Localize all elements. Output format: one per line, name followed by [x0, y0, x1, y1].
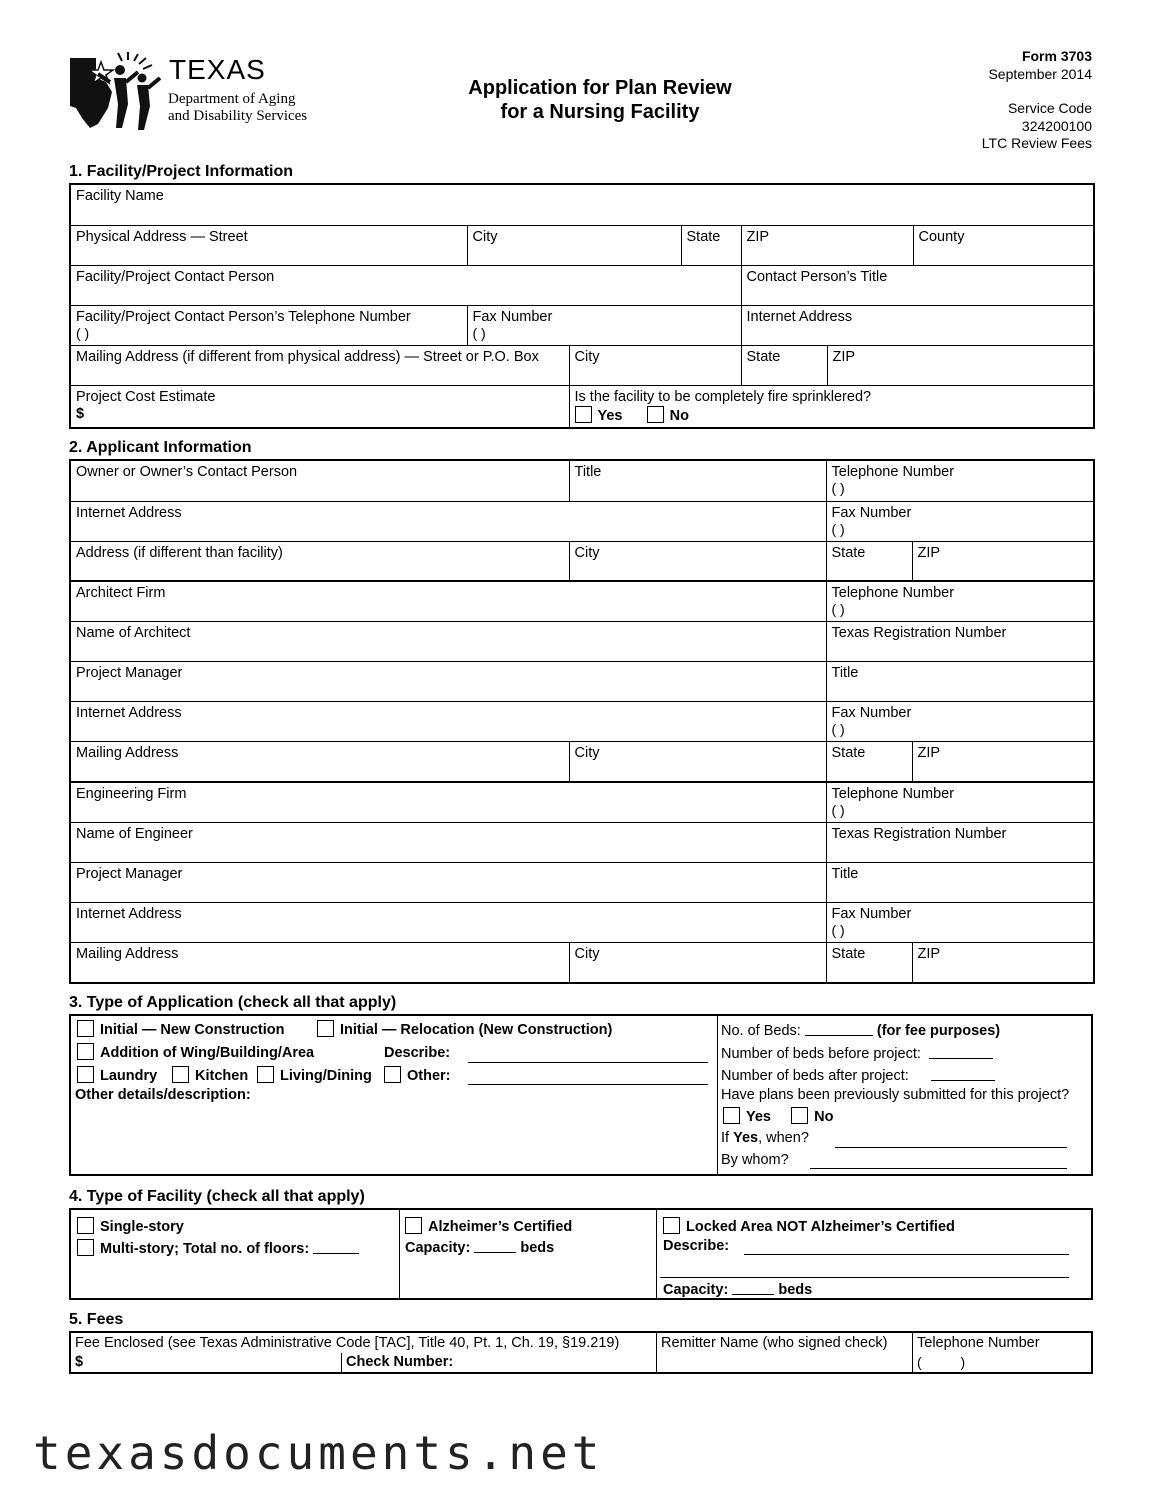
remitter-name-field[interactable]: Remitter Name (who signed check): [661, 1335, 888, 1351]
fax-field[interactable]: Fax Number ( ): [467, 305, 741, 345]
engineer-state-field[interactable]: State: [826, 942, 912, 983]
locked-describe-line[interactable]: [744, 1254, 1069, 1255]
divider: [717, 1016, 718, 1174]
prev-yes-label: Yes: [746, 1109, 771, 1125]
beds-after-line[interactable]: [931, 1068, 995, 1081]
architect-mailing-field[interactable]: Mailing Address: [70, 741, 569, 782]
form-title: [380, 76, 820, 124]
alzheimers-label: Alzheimer’s Certified: [428, 1219, 573, 1235]
contact-person-field[interactable]: Facility/Project Contact Person: [70, 265, 741, 305]
other-label: Other:: [407, 1068, 451, 1084]
other-line[interactable]: [468, 1084, 708, 1085]
kitchen-label: Kitchen: [195, 1068, 249, 1084]
living-dining-label: Living/Dining: [280, 1068, 372, 1084]
beds-before-label: Number of beds before project:: [721, 1046, 921, 1062]
alz-capacity-line[interactable]: [474, 1240, 516, 1253]
engineer-pm-field[interactable]: Project Manager: [70, 862, 826, 902]
facility-info-table: [69, 183, 1095, 429]
engineer-fax-field[interactable]: Fax Number ( ): [826, 902, 1094, 942]
divider: [656, 1333, 657, 1372]
beds-label: No. of Beds:: [721, 1023, 801, 1039]
kitchen-checkbox[interactable]: [172, 1066, 189, 1083]
service-code: 324200100: [1021, 117, 1092, 134]
applicant-info-table: [69, 459, 1095, 984]
zip-field[interactable]: ZIP: [741, 225, 913, 265]
mailing-city-field[interactable]: City: [569, 345, 741, 385]
engineering-firm-field[interactable]: Engineering Firm: [70, 782, 826, 822]
beds-before-line[interactable]: [929, 1046, 993, 1059]
addition-label: Addition of Wing/Building/Area: [100, 1045, 315, 1061]
owner-fax-field[interactable]: Fax Number ( ): [826, 501, 1094, 541]
alz-capacity-label: Capacity:: [405, 1240, 471, 1256]
prev-no-checkbox[interactable]: [791, 1107, 808, 1124]
when-line[interactable]: [835, 1147, 1067, 1148]
divider: [341, 1353, 342, 1372]
section-1-title: 1. Facility/Project Information: [69, 163, 294, 180]
dads-logo: [68, 48, 318, 134]
single-story-label: Single-story: [100, 1219, 184, 1235]
architect-phone-field[interactable]: Telephone Number ( ): [826, 581, 1094, 621]
other-checkbox[interactable]: [384, 1066, 401, 1083]
mailing-state-field[interactable]: State: [741, 345, 827, 385]
architect-city-field[interactable]: City: [569, 741, 826, 782]
owner-state-field[interactable]: State: [826, 541, 912, 581]
previous-plans-question: Have plans been previously submitted for this project?: [721, 1087, 1070, 1103]
architect-zip-field[interactable]: ZIP: [912, 741, 1094, 782]
architect-state-field[interactable]: State: [826, 741, 912, 782]
locked-capacity-line[interactable]: [732, 1282, 774, 1295]
architect-name-field[interactable]: Name of Architect: [70, 621, 826, 661]
check-number-field[interactable]: Check Number:: [346, 1354, 454, 1370]
sprinkler-no-checkbox[interactable]: [647, 406, 664, 423]
other-details-label: Other details/description:: [75, 1087, 251, 1103]
locked-area-label: Locked Area NOT Alzheimer’s Certified: [686, 1219, 955, 1235]
locked-describe-label: Describe:: [663, 1238, 730, 1254]
facility-type-box: [69, 1208, 1093, 1300]
owner-city-field[interactable]: City: [569, 541, 826, 581]
owner-title-field[interactable]: Title: [569, 460, 826, 501]
locked-area-checkbox[interactable]: [663, 1217, 680, 1234]
fee-type: LTC Review Fees: [981, 135, 1092, 151]
mailing-street-field[interactable]: Mailing Address (if different from physical address) — Street or P.O. Box: [70, 345, 569, 385]
engineer-pm-title-field[interactable]: Title: [826, 862, 1094, 902]
engineer-internet-field[interactable]: Internet Address: [70, 902, 826, 942]
describe-label: Describe:: [384, 1045, 451, 1061]
form-number: Form 3703: [1021, 48, 1092, 64]
form-date: September 2014: [988, 65, 1092, 82]
fee-phone-label: Telephone Number: [917, 1335, 1040, 1351]
architect-fax-field[interactable]: Fax Number ( ): [826, 701, 1094, 741]
texas-logo-icon: [68, 48, 168, 134]
logo-wordmark: TEXAS: [169, 54, 266, 85]
owner-address-field[interactable]: Address (if different than facility): [70, 541, 569, 581]
section-2-title: 2. Applicant Information: [69, 439, 252, 456]
owner-phone-field[interactable]: Telephone Number ( ): [826, 460, 1094, 501]
single-story-checkbox[interactable]: [77, 1217, 94, 1234]
beds-line[interactable]: [805, 1023, 873, 1036]
initial-new-label: Initial — New Construction: [100, 1022, 285, 1038]
beds-after-label: Number of beds after project:: [721, 1068, 909, 1084]
owner-internet-field[interactable]: Internet Address: [70, 501, 826, 541]
internet-field[interactable]: Internet Address: [741, 305, 1094, 345]
logo-line-2: and Disability Services: [168, 108, 308, 124]
engineer-reg-field[interactable]: Texas Registration Number: [826, 822, 1094, 862]
contact-title-field[interactable]: Contact Person’s Title: [741, 265, 1094, 305]
alz-beds-label: beds: [520, 1240, 555, 1256]
architect-firm-field[interactable]: Architect Firm: [70, 581, 826, 621]
initial-relocation-checkbox[interactable]: [317, 1020, 334, 1037]
sprinkler-field: Is the facility to be completely fire sprinklered? Yes No: [569, 385, 1094, 428]
engineer-zip-field[interactable]: ZIP: [912, 942, 1094, 983]
facility-name-field[interactable]: Facility Name: [70, 184, 1094, 225]
fee-purposes-label: (for fee purposes): [876, 1023, 1001, 1039]
locked-describe-line-2[interactable]: [660, 1277, 1069, 1278]
section-4-title: 4. Type of Facility (check all that apply): [69, 1188, 365, 1205]
fee-dollar-field[interactable]: $: [75, 1354, 84, 1370]
divider: [912, 1333, 913, 1372]
divider: [399, 1210, 400, 1298]
fee-enclosed-label: Fee Enclosed (see Texas Administrative Code [TAC], Title 40, Pt. 1, Ch. 19, §19.219): [75, 1335, 620, 1351]
fees-box: [69, 1331, 1093, 1374]
locked-beds-label: beds: [778, 1282, 813, 1298]
engineer-mailing-field[interactable]: Mailing Address: [70, 942, 569, 983]
fee-phone-field[interactable]: ( ): [917, 1354, 966, 1370]
project-cost-field[interactable]: Project Cost Estimate $: [70, 385, 569, 428]
addition-checkbox[interactable]: [77, 1043, 94, 1060]
county-field[interactable]: County: [913, 225, 1094, 265]
divider: [656, 1210, 657, 1298]
service-code-label: Service Code: [1007, 100, 1092, 116]
architect-internet-field[interactable]: Internet Address: [70, 701, 826, 741]
engineer-phone-field[interactable]: Telephone Number ( ): [826, 782, 1094, 822]
engineer-city-field[interactable]: City: [569, 942, 826, 983]
prev-no-label: No: [814, 1109, 834, 1125]
initial-relocation-label: Initial — Relocation (New Construction): [340, 1022, 613, 1038]
living-dining-checkbox[interactable]: [257, 1066, 274, 1083]
application-type-box: [69, 1014, 1093, 1176]
floors-line[interactable]: [313, 1241, 359, 1254]
city-field[interactable]: City: [467, 225, 681, 265]
multi-story-label: Multi-story; Total no. of floors:: [100, 1241, 310, 1257]
street-field[interactable]: Physical Address — Street: [70, 225, 467, 265]
sprinkler-yes-checkbox[interactable]: [575, 406, 592, 423]
title-line-2: for a Nursing Facility: [500, 101, 700, 123]
multi-story-checkbox[interactable]: [77, 1239, 94, 1256]
architect-reg-field[interactable]: Texas Registration Number: [826, 621, 1094, 661]
contact-phone-field[interactable]: Facility/Project Contact Person’s Telephone Number ( ): [70, 305, 467, 345]
laundry-label: Laundry: [100, 1068, 158, 1084]
architect-pm-title-field[interactable]: Title: [826, 661, 1094, 701]
watermark: texasdocuments.net: [33, 1426, 604, 1480]
logo-line-1: Department of Aging: [168, 91, 296, 107]
if-yes-when-label: If Yes, when?: [721, 1130, 809, 1146]
initial-new-checkbox[interactable]: [77, 1020, 94, 1037]
state-field[interactable]: State: [681, 225, 741, 265]
locked-capacity-label: Capacity:: [663, 1282, 729, 1298]
section-3-title: 3. Type of Application (check all that apply): [69, 994, 397, 1011]
engineer-name-field[interactable]: Name of Engineer: [70, 822, 826, 862]
by-whom-label: By whom?: [721, 1152, 789, 1168]
architect-pm-field[interactable]: Project Manager: [70, 661, 826, 701]
mailing-zip-field[interactable]: ZIP: [827, 345, 1094, 385]
prev-yes-checkbox[interactable]: [723, 1107, 740, 1124]
by-whom-line[interactable]: [810, 1168, 1067, 1169]
laundry-checkbox[interactable]: [77, 1066, 94, 1083]
describe-line[interactable]: [468, 1062, 708, 1063]
owner-field[interactable]: Owner or Owner’s Contact Person: [70, 460, 569, 501]
alzheimers-checkbox[interactable]: [405, 1217, 422, 1234]
form-meta: [982, 48, 1092, 153]
section-5-title: 5. Fees: [69, 1311, 124, 1328]
title-line-1: Application for Plan Review: [468, 77, 732, 99]
owner-zip-field[interactable]: ZIP: [912, 541, 1094, 581]
